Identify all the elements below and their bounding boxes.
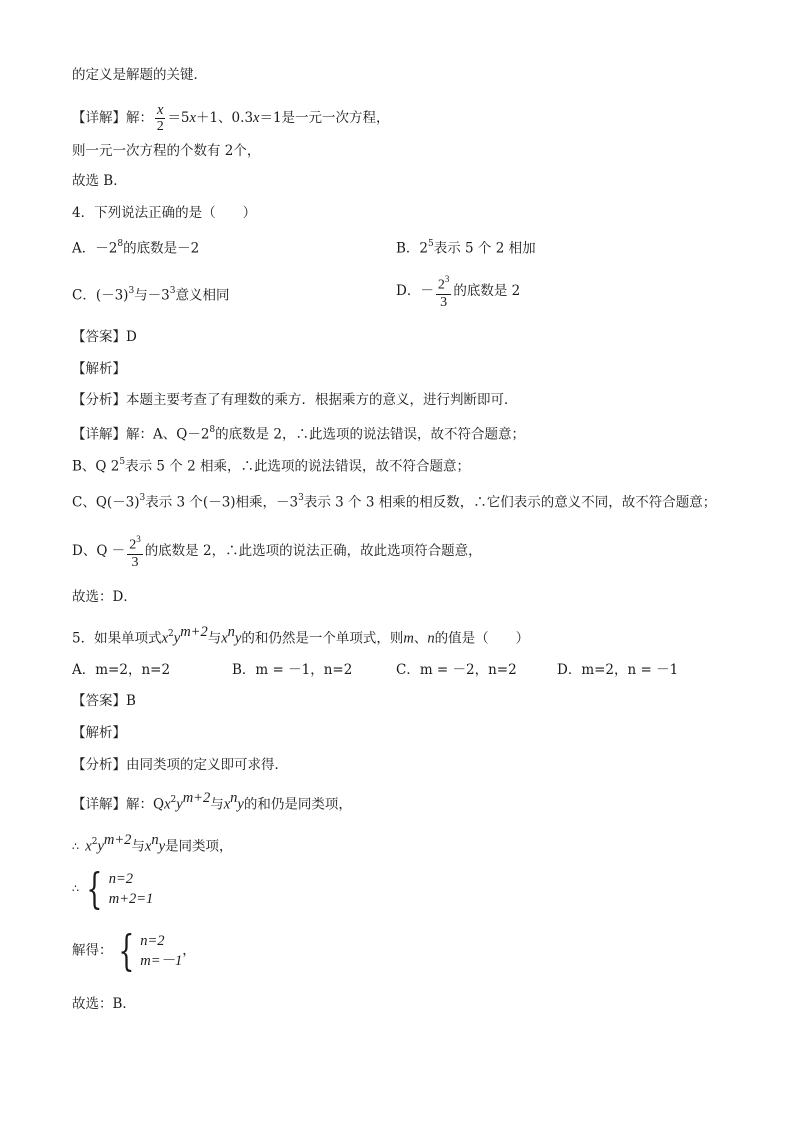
q4-answer (72, 328, 137, 346)
text: B．2 (396, 240, 429, 257)
text-line (72, 142, 260, 160)
text: 【解析】 (72, 361, 126, 377)
denominator: 3 (131, 554, 139, 570)
q5-option-a (72, 661, 170, 679)
therefore-symbol: ∴ (72, 840, 81, 853)
text: 2 (437, 277, 445, 293)
q4-analysis-heading (72, 360, 126, 378)
q4-detail-4 (72, 532, 482, 571)
text: 、 (413, 630, 428, 647)
text: 【答案】B (72, 693, 136, 709)
exponent: 3 (444, 274, 450, 284)
left-brace: { (86, 864, 103, 913)
exponent: 8 (117, 239, 124, 249)
text: 表示 3 个 3 相乘的相反数，∴它们表示的意义不同，故不符合题意； (303, 494, 717, 511)
q4-option-d (396, 272, 520, 311)
q5-analysis-heading (72, 724, 126, 742)
therefore-symbol: ∴ (72, 882, 81, 895)
q5-detail-1 (72, 790, 352, 814)
var-y: y (234, 630, 242, 647)
text: 故选：B． (72, 996, 136, 1012)
q4-detail-1 (72, 422, 525, 444)
denominator: 3 (440, 294, 448, 310)
q5-end (72, 995, 136, 1013)
text: B．m = －1，n=2 (232, 662, 353, 678)
q5-answer (72, 692, 136, 710)
equation-system (109, 869, 154, 909)
exponent: 2 (170, 795, 177, 805)
exponent: 3 (136, 534, 141, 544)
var-x: x (144, 838, 152, 855)
text: 4．下列说法正确的是（ ） (72, 205, 257, 221)
question-5-stem (72, 624, 529, 648)
text: D．m=2，n = －1 (557, 662, 679, 678)
exponent: 2 (168, 629, 174, 639)
text: 表示 5 个 2 相加 (433, 240, 536, 257)
var-x: x (189, 110, 196, 126)
exponent: 3 (139, 493, 146, 503)
text: 的和仍是同类项， (243, 796, 352, 813)
text: A．－2 (72, 240, 118, 257)
text: 的底数是 2，∴此选项的说法错误，故不符合题意； (215, 426, 526, 443)
equation: n=2 (108, 871, 134, 887)
text: 的值是（ ） (434, 630, 530, 647)
exponent: 3 (128, 286, 135, 296)
q5-detail-2 (72, 832, 233, 856)
exponent: m+2 (180, 624, 208, 640)
text: ＝5 (167, 110, 190, 126)
exponent: 8 (209, 425, 216, 435)
exponent: 3 (169, 286, 176, 296)
text: 5．如果单项式 (72, 630, 162, 647)
text: 的定义是解题的关键． (72, 67, 207, 83)
question-4-stem (72, 204, 256, 222)
var-x: x (221, 630, 228, 647)
text: ， (182, 942, 196, 959)
denominator: 2 (156, 119, 164, 134)
text: 【分析】由同类项的定义即可求得． (72, 757, 288, 773)
exponent: 5 (119, 457, 126, 467)
fraction (436, 272, 452, 311)
var-y: y (237, 796, 244, 813)
text-line (72, 172, 127, 190)
text: D、Q － (72, 542, 126, 559)
q4-option-c (72, 283, 230, 305)
text: 的底数是 2 (453, 282, 521, 299)
text: ＋1、0.3 (195, 110, 254, 126)
var-x: x (161, 630, 169, 647)
q5-system-1 (72, 864, 154, 913)
text: 表示 3 个(－3)相乘，－3 (145, 494, 299, 511)
q5-fenxi (72, 756, 288, 774)
var-x: x (253, 110, 260, 126)
equation: m=－1 (140, 953, 183, 969)
detail-line (72, 102, 390, 135)
var-y: y (176, 796, 183, 813)
text: 与 (207, 630, 222, 647)
left-brace: { (117, 926, 134, 975)
text: 【详解】解：Q (72, 796, 165, 813)
text: 2 (129, 537, 137, 553)
text: 与 (210, 796, 224, 813)
numerator: x (157, 102, 164, 118)
text: C、Q(－3) (72, 494, 140, 511)
q5-option-c (396, 661, 517, 679)
exponent: m+2 (103, 832, 132, 848)
text: 的和仍然是一个单项式，则 (241, 630, 404, 647)
q5-option-d (557, 661, 678, 679)
exponent: n (230, 790, 238, 806)
exponent: 5 (428, 239, 434, 249)
detail-tag: 【详解】解： (72, 110, 153, 126)
text: 与 (131, 838, 145, 855)
var-x: x (85, 838, 92, 855)
exponent: n (227, 624, 235, 640)
exponent: n (151, 832, 159, 848)
text: 解得： (72, 942, 113, 959)
q5-option-b (232, 661, 352, 679)
text: C．(－3) (72, 287, 129, 304)
var-y: y (97, 838, 104, 855)
text: 则一元一次方程的个数有 2个， (72, 143, 261, 159)
text: 的底数是 2，∴此选项的说法正确，故此选项符合题意， (144, 542, 482, 559)
numerator (436, 272, 452, 295)
text: 【分析】本题主要考查了有理数的乘方．根据乘方的意义，进行判断即可． (72, 392, 518, 408)
equation-system (140, 931, 182, 971)
var-m: m (403, 630, 414, 647)
var-x: x (164, 796, 171, 813)
fraction (127, 532, 143, 571)
fraction-x-over-2 (155, 102, 165, 135)
exponent: 3 (298, 493, 304, 503)
var-x: x (223, 796, 231, 813)
text: A．m=2，n=2 (72, 662, 171, 678)
equation: n=2 (140, 933, 165, 949)
text: 故选 B． (72, 173, 127, 189)
var-n: n (427, 630, 435, 647)
text: C．m = －2，n=2 (396, 662, 517, 678)
q4-detail-3 (72, 490, 716, 512)
numerator (127, 532, 143, 555)
text: 【答案】D (72, 329, 137, 345)
text: 意义相同 (175, 287, 230, 304)
text: 【解析】 (72, 725, 126, 741)
exponent: 2 (91, 837, 98, 847)
var-y: y (173, 630, 181, 647)
text: 是同类项， (165, 838, 233, 855)
var-y: y (158, 838, 166, 855)
text: 的底数是－2 (123, 240, 200, 257)
text: 【详解】解：A、Q－2 (72, 426, 210, 443)
text: 故选：D． (72, 589, 137, 605)
text: 与－3 (134, 287, 170, 304)
equation: m+2=1 (108, 891, 154, 907)
q4-end (72, 588, 137, 606)
q4-option-b (396, 236, 536, 258)
q4-fenxi (72, 391, 518, 409)
q5-solution (72, 926, 196, 975)
text-line (72, 66, 207, 84)
text: D．－ (396, 282, 434, 299)
q4-detail-2 (72, 454, 470, 476)
text: B、Q 2 (72, 458, 120, 475)
text: ＝1是一元一次方程， (259, 110, 390, 126)
q4-option-a (72, 236, 199, 258)
text: 表示 5 个 2 相乘，∴此选项的说法错误，故不符合题意； (125, 458, 470, 475)
exponent: m+2 (182, 790, 211, 806)
